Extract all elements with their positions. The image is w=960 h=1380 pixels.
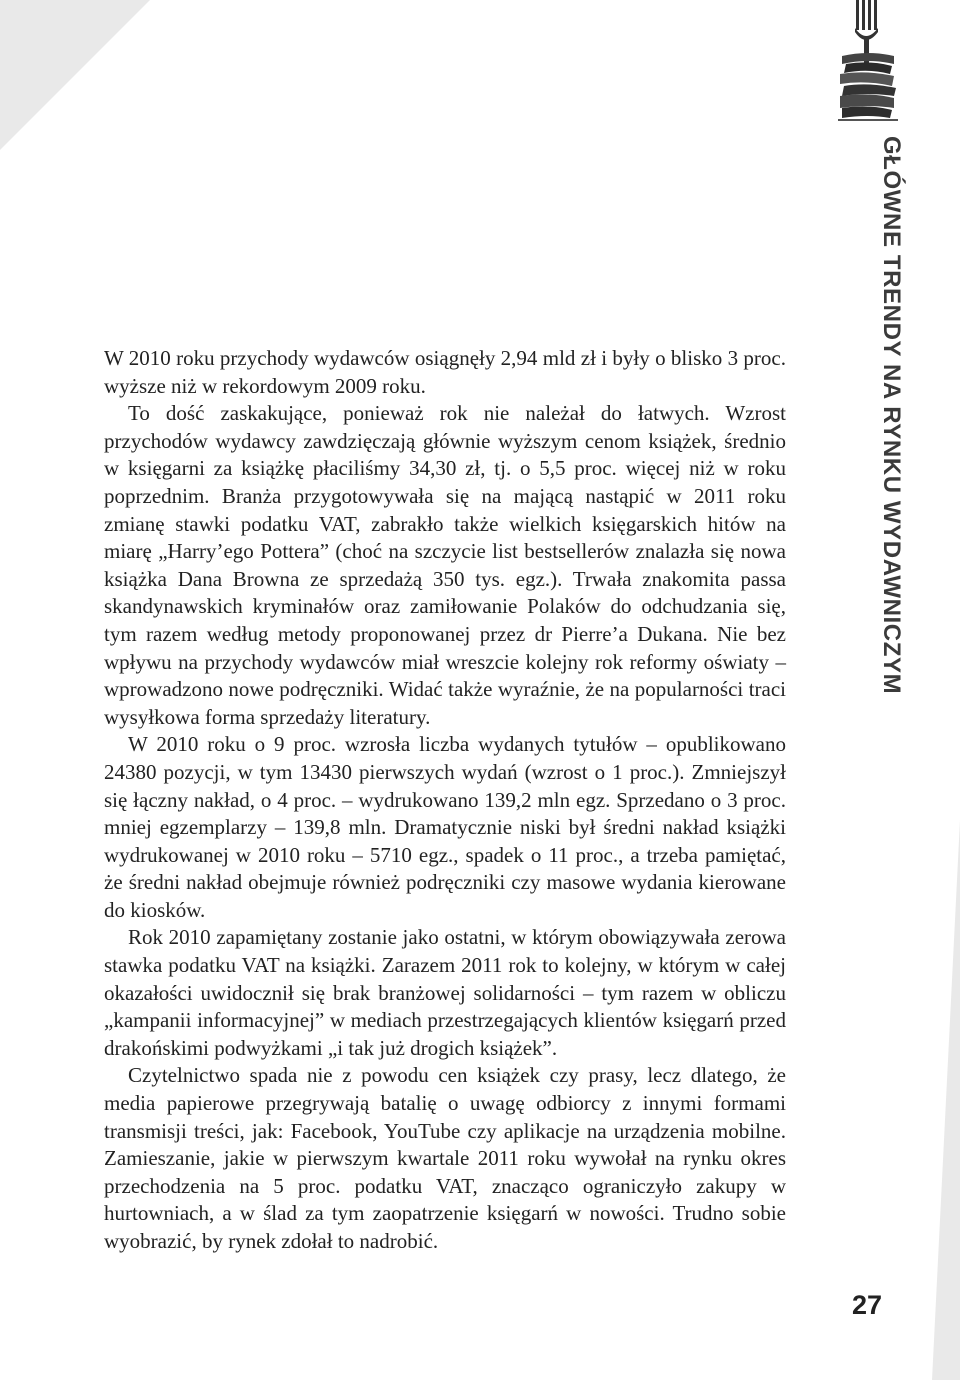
paragraph: W 2010 roku o 9 proc. wzrosła liczba wydanych tytułów – opublikowano 24380 pozycji, w tym 13430 pierwszych wydań (wzrost o 1 proc.). Zmniejszył się łączny nakład, o 4 proc. – wydrukowano 139,2 mln egz. Sprzedano o 3 proc. mniej egzemplarzy – 139,8 mln. Dramatycznie niski był średni nakład książki wydrukowanej w 2010 roku – 5710 egz., spadek o 11 proc., a trzeba pamiętać, że średni nakład obejmuje również podręczniki czy masowe wydania kierowane do kiosków. xyxy=(104,732,786,922)
paragraph: Rok 2010 zapamiętany zostanie jako ostatni, w którym obowiązywała zerowa stawka podatku VAT na książki. Zarazem 2011 rok to kolejny, w którym w całej okazałości uwidocznił się brak branżowej solidarności – tym razem w obliczu „kampanii informacyjnej” w mediach przestrzegających klientów księgarń przed drakońskimi podwyżkami „i tak już drogich książek”. xyxy=(104,925,786,1060)
paragraph: W 2010 roku przychody wydawców osiągnęły 2,94 mld zł i były o blisko 3 proc. wyższe niż w rekordowym 2009 roku. xyxy=(104,346,786,398)
corner-decoration-bottom-right xyxy=(932,820,960,1380)
section-title: GŁÓWNE TRENDY NA RYNKU WYDAWNICZYM xyxy=(878,136,905,695)
books-with-fork-icon xyxy=(828,0,906,126)
paragraph: Czytelnictwo spada nie z powodu cen książek czy prasy, lecz dlatego, że media papierowe przegrywają batalię o uwagę odbiorcy z innymi formami transmisji treści, jak: Facebook, YouTube czy aplikacje na urządzenia mobilne. Zamieszanie, jakie w pierwszym kwartale 2011 roku wywołał na rynku okres przechodzenia na 5 proc. podatku VAT, znacząco ograniczyło zakupy w hurtowniach, a w ślad za tym zaopatrzenie księgarń w nowości. Trudno sobie wyobrazić, by rynek zdołał to nadrobić. xyxy=(104,1063,786,1253)
page-number: 27 xyxy=(852,1290,883,1320)
paragraph: To dość zaskakujące, ponieważ rok nie należał do łatwych. Wzrost przychodów wydawcy zawdzięczają głównie wyższym cenom książek, średnio w księgarni za książkę płaciliśmy 34,30 zł, tj. o 5,5 proc. więcej niż w roku poprzednim. Branża przygotowywała się na mającą nastąpić w 2011 roku zmianę stawki podatku VAT, zabrakło także wielkich księgarskich hitów na miarę „Harry’ego Pottera” (choć na szczycie list bestsellerów znalazła się nowa książka Dana Browna ze sprzedażą 350 tys. egz.). Trwała znakomita passa skandynawskich kryminałów oraz zamiłowanie Polaków do odchudzania się, tym razem według metody proponowanej przez dr Pierre’a Dukana. Nie bez wpływu na przychody wydawców miał wreszcie kolejny rok reformy oświaty – wprowadzono nowe podręczniki. Widać także wyraźnie, że na popularności traci wysyłkowa forma sprzedaży literatury. xyxy=(104,401,786,729)
corner-decoration-top-left xyxy=(0,0,150,150)
article-body xyxy=(104,345,786,1256)
